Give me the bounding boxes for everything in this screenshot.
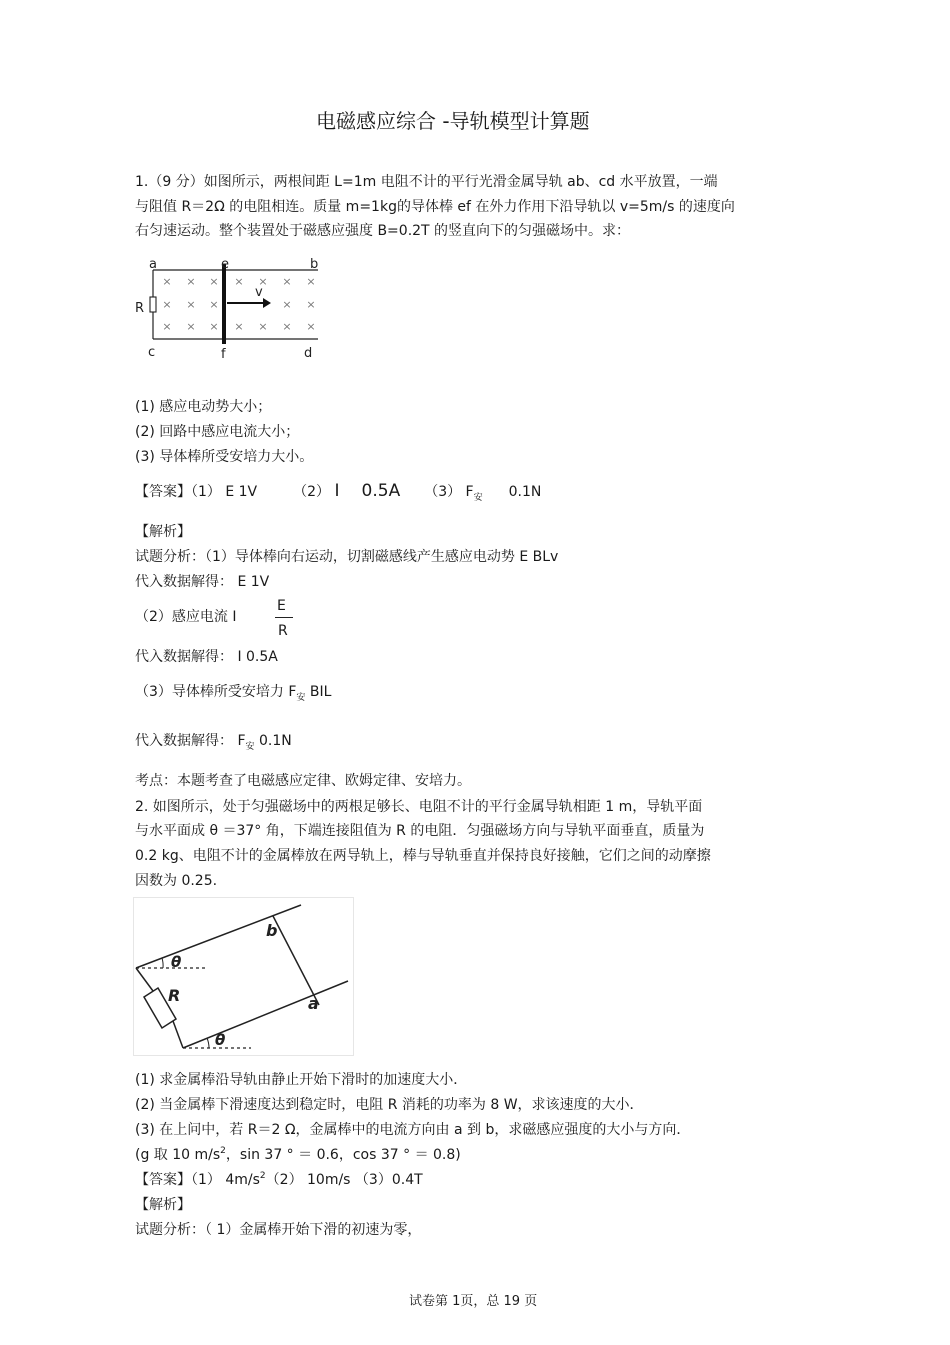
label-d: d: [304, 346, 313, 361]
fraction-denominator: R: [278, 623, 288, 639]
q1-rail-diagram: [130, 252, 330, 364]
q1-solution-3: （2）感应电流 I: [135, 609, 237, 625]
page-title: 电磁感应综合 -导轨模型计算题: [316, 109, 590, 133]
label-theta-top: θ: [171, 953, 182, 971]
q2-line-1: 2. 如图所示，处于匀强磁场中的两根足够长、电阻不计的平行金属导轨相距 1 m，导轨平面: [135, 799, 703, 815]
svg-text:×: ×: [282, 275, 292, 288]
label-f: f: [221, 347, 226, 362]
q2-line-2: 与水平面成 θ ＝37° 角，下端连接阻值为 R 的电阻．匀强磁场方向与导轨平面垂直，质量为: [135, 823, 705, 839]
svg-text:×: ×: [234, 275, 244, 288]
svg-text:×: ×: [258, 320, 268, 333]
svg-text:×: ×: [186, 275, 196, 288]
q2-answer: 【答案】（1） $4m/s^2(2)$ 10m/s （3）0.4T: [135, 1171, 423, 1188]
q2-incline-diagram: [133, 897, 355, 1057]
svg-text:×: ×: [209, 275, 219, 288]
q2-part-2: (2) 当金属棒下滑速度达到稳定时，电阻 R 消耗的功率为 8 W，求该速度的大小．: [135, 1097, 644, 1113]
q1-part-1: (1) 感应电动势大小；: [135, 399, 272, 415]
svg-text:×: ×: [186, 298, 196, 311]
q1-line-1: 1.（9 分）如图所示，两根间距 L=1m 电阻不计的平行光滑金属导轨 ab、cd 水平放置，一端: [135, 174, 718, 190]
label-v: v: [255, 285, 263, 300]
q1-analysis-heading: 【解析】: [135, 524, 191, 540]
svg-text:×: ×: [258, 275, 268, 288]
q2-line-4: 因数为 0.25.: [135, 873, 218, 889]
svg-text:×: ×: [162, 275, 172, 288]
metal-rod: [273, 916, 319, 1005]
label-e: e: [221, 257, 229, 272]
q1-solution-5: （3）导体棒所受安培力 $F_安$ BIL: [135, 684, 332, 703]
q2-solution-1: 试题分析：（ 1）金属棒开始下滑的初速为零，: [135, 1222, 422, 1238]
svg-text:×: ×: [306, 298, 316, 311]
svg-text:×: ×: [209, 320, 219, 333]
svg-text:×: ×: [234, 320, 244, 333]
q2-part-3: (3) 在上问中，若 R＝2 Ω，金属棒中的电流方向由 a 到 b，求磁感应强度的大小与方向．: [135, 1122, 691, 1138]
q1-line-3: 右匀速运动。整个装置处于磁感应强度 B=0.2T 的竖直向下的匀强磁场中。求：: [135, 223, 631, 239]
label-c: c: [148, 345, 156, 360]
q1-part-3: (3) 导体棒所受安培力大小。: [135, 449, 314, 465]
svg-text:×: ×: [209, 298, 219, 311]
label-b: b: [266, 921, 278, 940]
label-a: a: [149, 257, 157, 272]
q1-part-2: (2) 回路中感应电流大小；: [135, 424, 300, 440]
q2-given-constants: (g 取 10 $m/s^2$，sin 37 ° ＝ 0.6，cos 37 ° ＝ 0.8): [135, 1146, 461, 1163]
q1-solution-6: 代入数据解得： $F_安$ 0.1N: [135, 733, 292, 752]
q1-solution-1: 试题分析：（1）导体棒向右运动，切割磁感线产生感应电动势 E BLv: [135, 549, 559, 565]
fraction-bar: [275, 617, 293, 618]
page-footer: 试卷第 1页，总 19 页: [409, 1294, 538, 1309]
svg-text:×: ×: [282, 298, 292, 311]
q2-analysis-heading: 【解析】: [135, 1197, 191, 1213]
q1-knowledge-point: 考点：本题考查了电磁感应定律、欧姆定律、安培力。: [135, 773, 471, 789]
svg-text:×: ×: [306, 275, 316, 288]
resistor-symbol: [150, 297, 156, 312]
q2-part-1: (1) 求金属棒沿导轨由静止开始下滑时的加速度大小．: [135, 1072, 468, 1088]
svg-text:×: ×: [186, 320, 196, 333]
svg-text:×: ×: [162, 320, 172, 333]
svg-text:×: ×: [282, 320, 292, 333]
fraction-numerator: E: [277, 598, 286, 614]
q1-answer: 【答案】（1） E 1V （2） I 0.5A （3） $F_安$ 0.1N: [135, 481, 542, 503]
q1-solution-4: 代入数据解得： I 0.5A: [135, 649, 278, 665]
label-b: b: [310, 257, 319, 272]
q2-line-3: 0.2 kg、电阻不计的金属棒放在两导轨上，棒与导轨垂直并保持良好接触，它们之间的动摩擦: [135, 848, 711, 864]
svg-text:×: ×: [162, 298, 172, 311]
label-theta-bottom: θ: [215, 1031, 226, 1049]
label-a: a: [308, 994, 319, 1013]
label-r: R: [168, 986, 181, 1005]
svg-text:×: ×: [306, 320, 316, 333]
q1-solution-2: 代入数据解得： E 1V: [135, 574, 270, 590]
label-r: R: [135, 301, 145, 316]
q1-line-2: 与阻值 R＝2Ω 的电阻相连。质量 m=1kg的导体棒 ef 在外力作用下沿导轨以 v=5m/s 的速度向: [135, 199, 735, 215]
